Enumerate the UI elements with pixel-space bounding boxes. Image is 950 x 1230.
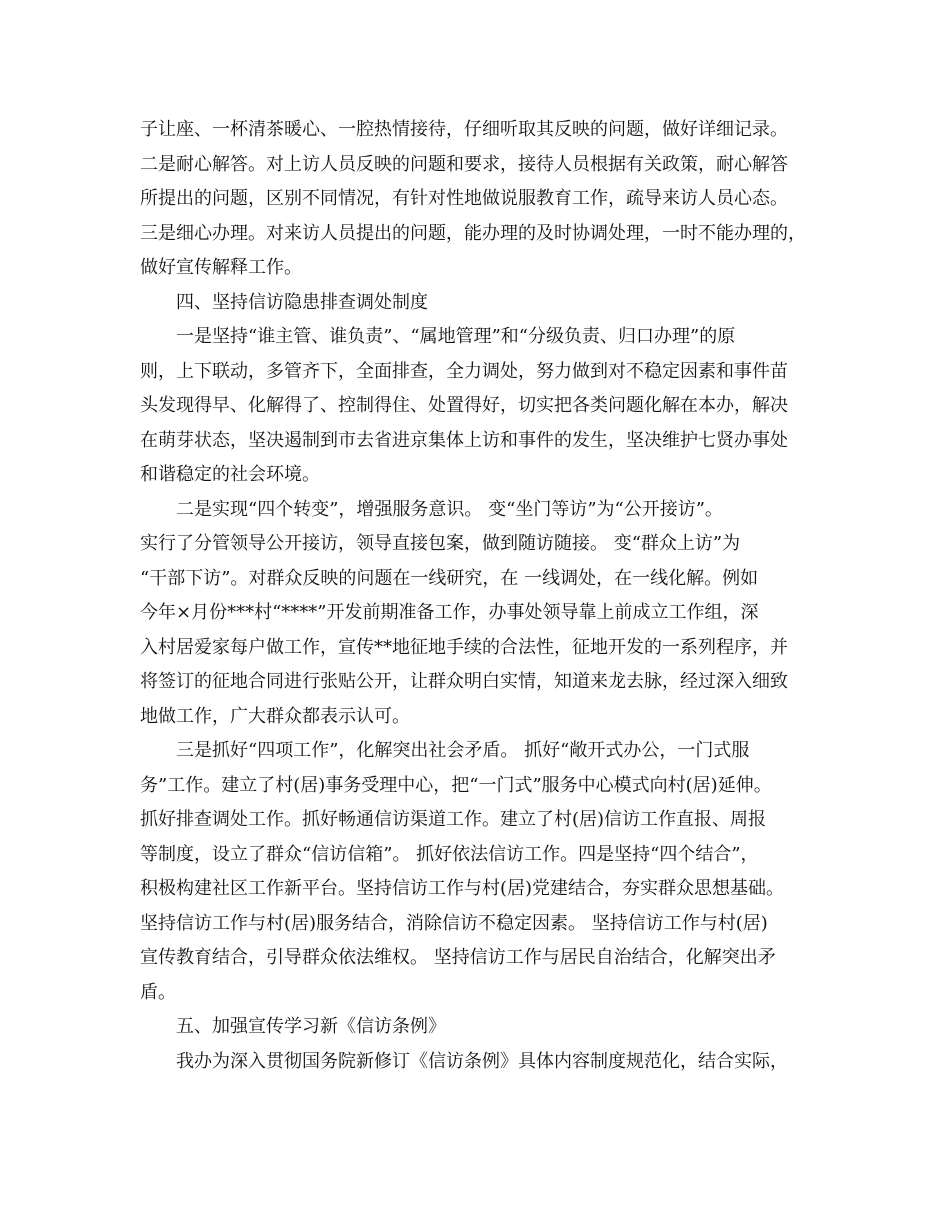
paragraph-start-line: 我办为深入贯彻国务院新修订《信访条例》具体内容制度规范化，结合实际， [176, 1050, 788, 1072]
text-line: 头发现得早、化解得了、控制得住、处置得好，切实把各类问题化解在本办，解决 [140, 395, 788, 416]
paragraph-start-line: 二是实现“四个转变”，增强服务意识。 变“坐门等访”为“公开接访”。 [176, 498, 723, 520]
text-line: “干部下访”。对群众反映的问题在一线研究，在 一线调处，在一线化解。例如 [140, 567, 759, 589]
paragraph-start-line: 一是坚持“谁主管、谁负责”、“属地管理”和“分级负责、归口办理”的原 [176, 326, 736, 347]
text-line: 盾。 [140, 981, 176, 1003]
text-line: 入村居爱家每户做工作，宣传**地征地手续的合法性，征地开发的一系列程序，并 [140, 636, 788, 658]
text-line: 和谐稳定的社会环境。 [140, 464, 320, 485]
text-line: 今年×月份***村“****”开发前期准备工作，办事处领导靠上前成立工作组，深 [140, 602, 759, 623]
text-line: 在萌芽状态，坚决遏制到市去省进京集体上访和事件的发生，坚决维护七贤办事处 [140, 429, 788, 451]
document-body [140, 113, 820, 1079]
text-line: 所提出的问题，区别不同情况，有针对性地做说服教育工作，疏导来访人员心态。 [140, 188, 788, 209]
text-line: 务”工作。建立了村(居)事务受理中心，把“一门式”服务中心模式向村(居)延伸。 [140, 774, 772, 796]
text-line: 地做工作，广大群众都表示认可。 [140, 705, 410, 727]
paragraph-start-line: 三是抓好“四项工作”，化解突出社会矛盾。 抓好“敞开式办公，一门式服 [176, 740, 750, 761]
text-line: 则，上下联动，多管齐下，全面排查，全力调处，努力做到对不稳定因素和事件苗 [140, 360, 788, 382]
paragraph-start-line: 五、加强宣传学习新《信访条例》 [176, 1016, 446, 1037]
text-line: 子让座、一杯清茶暖心、一腔热情接待，仔细听取其反映的问题，做好详细记录。 [140, 119, 788, 140]
text-line: 二是耐心解答。对上访人员反映的问题和要求，接待人员根据有关政策，耐心解答 [140, 153, 788, 175]
text-line: 三是细心办理。对来访人员提出的问题，能办理的及时协调处理，一时不能办理的， [140, 222, 806, 244]
text-line: 积极构建社区工作新平台。坚持信访工作与村(居)党建结合，夯实群众思想基础。 [140, 878, 785, 899]
text-line: 坚持信访工作与村(居)服务结合，消除信访不稳定因素。 坚持信访工作与村(居) [140, 912, 768, 934]
text-line: 实行了分管领导公开接访，领导直接包案，做到随访随接。 变“群众上访”为 [140, 533, 741, 554]
text-line: 做好宣传解释工作。 [140, 257, 302, 278]
paragraph-start-line: 四、坚持信访隐患排查调处制度 [176, 291, 428, 313]
text-line: 抓好排查调处工作。抓好畅通信访渠道工作。建立了村(居)信访工作直报、周报 [140, 809, 767, 830]
text-line: 将签订的征地合同进行张贴公开，让群众明白实情，知道来龙去脉，经过深入细致 [140, 671, 788, 692]
text-line: 等制度，设立了群众“信访信箱”。 抓好依法信访工作。四是坚持“四个结合”， [140, 843, 759, 865]
text-line: 宣传教育结合，引导群众依法维权。 坚持信访工作与居民自治结合，化解突出矛 [140, 947, 776, 968]
